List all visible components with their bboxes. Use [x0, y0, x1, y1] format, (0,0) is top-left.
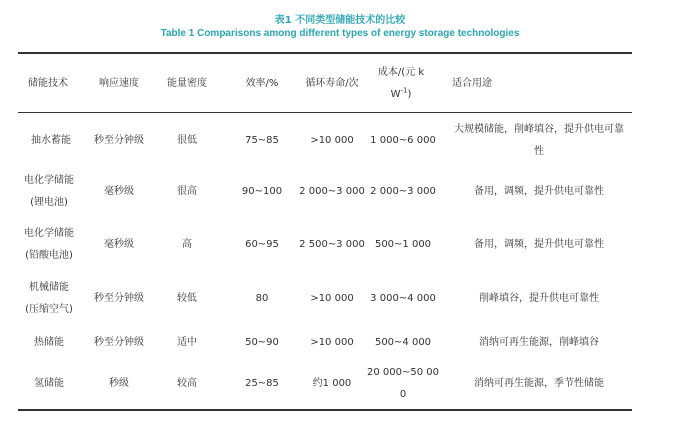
row-3-cycle-life: >10 000 — [310, 293, 354, 304]
header-density: 能量密度 — [167, 78, 207, 89]
table-caption-en: Table 1 Comparisons among different types of energy storage technologies — [160, 28, 520, 39]
header-cycle-life: 循环寿命/次 — [305, 78, 359, 89]
row-2-use: 备用，调频，提升供电可靠性 — [474, 239, 604, 250]
row-0-speed: 秒至分钟级 — [94, 135, 144, 146]
row-2-tech: 电化学储能 (铅酸电池) — [24, 228, 74, 261]
row-5-cost: 20 000~50 00 0 — [367, 367, 439, 400]
row-4-speed: 秒至分钟级 — [94, 337, 144, 348]
row-4-tech: 热储能 — [34, 337, 64, 348]
row-3-density: 较低 — [177, 293, 197, 304]
row-0-use: 大规模储能，削峰填谷，提升供电可靠 性 — [454, 124, 624, 157]
row-0-cost: 1 000~6 000 — [370, 135, 436, 146]
table-caption-cn: 表1 不同类型储能技术的比较 — [274, 15, 406, 26]
row-1-tech: 电化学储能 (锂电池) — [24, 175, 74, 208]
table-bottom-rule — [18, 409, 632, 411]
row-1-use: 备用，调频，提升供电可靠性 — [474, 186, 604, 197]
row-4-use: 消纳可再生能源，削峰填谷 — [479, 337, 599, 348]
row-0-density: 很低 — [177, 135, 197, 146]
table-top-rule — [18, 52, 632, 54]
row-0-tech: 抽水蓄能 — [31, 135, 71, 146]
row-1-cost: 2 000~3 000 — [370, 186, 436, 197]
row-1-density: 很高 — [177, 186, 197, 197]
row-2-density: 高 — [182, 239, 192, 250]
row-4-cycle-life: >10 000 — [310, 337, 354, 348]
row-3-efficiency: 80 — [255, 293, 269, 304]
header-cost: 成本/(元 k $W^{-1}$) — [377, 67, 425, 100]
row-2-cost: 500~1 000 — [374, 239, 432, 250]
row-5-efficiency: 25~85 — [245, 378, 279, 389]
row-1-cycle-life: 2 000~3 000 — [299, 186, 365, 197]
row-3-cost: 3 000~4 000 — [370, 293, 436, 304]
row-4-density: 适中 — [177, 337, 197, 348]
row-2-cycle-life: 2 500~3 000 — [299, 239, 365, 250]
row-1-speed: 毫秒级 — [104, 186, 134, 197]
row-0-cycle-life: >10 000 — [310, 135, 354, 146]
row-4-efficiency: 50~90 — [245, 337, 279, 348]
row-5-use: 消纳可再生能源，季节性储能 — [474, 378, 604, 389]
row-3-speed: 秒至分钟级 — [94, 293, 144, 304]
row-3-use: 削峰填谷，提升供电可靠性 — [479, 293, 599, 304]
row-5-density: 较高 — [177, 378, 197, 389]
row-5-speed: 秒级 — [109, 378, 129, 389]
row-1-efficiency: 90~100 — [241, 186, 283, 197]
table-header-rule — [18, 112, 632, 113]
row-3-tech: 机械储能 (压缩空气) — [25, 282, 73, 315]
row-5-tech: 氢储能 — [34, 378, 64, 389]
row-5-cycle-life: 约1 000 — [312, 378, 352, 389]
header-tech: 储能技术 — [28, 78, 68, 89]
header-speed: 响应速度 — [99, 78, 139, 89]
row-4-cost: 500~4 000 — [374, 337, 432, 348]
header-use: 适合用途 — [452, 78, 492, 89]
header-efficiency: 效率/% — [245, 78, 279, 89]
row-0-efficiency: 75~85 — [245, 135, 279, 146]
row-2-efficiency: 60~95 — [245, 239, 279, 250]
row-2-speed: 毫秒级 — [104, 239, 134, 250]
